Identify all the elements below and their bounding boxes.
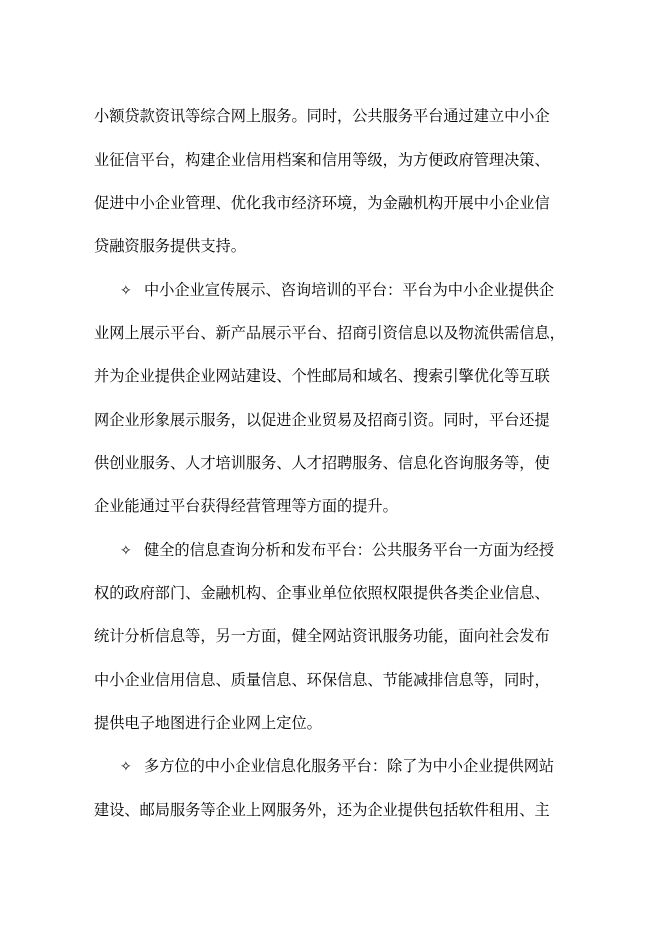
- paragraph-1-line-3: 促进中小企业管理、优化我市经济环境，为金融机构开展中小企业信: [94, 194, 550, 212]
- paragraph-2-line-2: 业网上展示平台、新产品展示平台、招商引资信息以及物流供需信息，: [94, 324, 565, 342]
- paragraph-2-line-4: 网企业形象展示服务，以促进企业贸易及招商引资。同时，平台还提: [94, 411, 550, 429]
- paragraph-3-line-4: 中小企业信用信息、质量信息、环保信息、节能减排信息等，同时，: [94, 671, 550, 689]
- diamond-bullet-icon: ✧: [120, 759, 132, 775]
- paragraph-1-line-4: 贷融资服务提供支持。: [94, 237, 246, 255]
- paragraph-3-line-3: 统计分析信息等，另一方面，健全网站资讯服务功能，面向社会发布: [94, 627, 550, 645]
- paragraph-2-line-5: 供创业服务、人才培训服务、人才招聘服务、信息化咨询服务等，使: [94, 454, 550, 472]
- paragraph-1-line-1: 小额贷款资讯等综合网上服务。同时，公共服务平台通过建立中小企: [94, 107, 550, 125]
- paragraph-2-line-6: 企业能通过平台获得经营管理等方面的提升。: [94, 497, 398, 515]
- diamond-bullet-icon: ✧: [120, 283, 132, 299]
- paragraph-2-line-3: 并为企业提供企业网站建设、个性邮局和域名、搜索引擎优化等互联: [94, 367, 550, 385]
- paragraph-3-line-2: 权的政府部门、金融机构、企事业单位依照权限提供各类企业信息、: [94, 584, 550, 602]
- paragraph-4-line-2: 建设、邮局服务等企业上网服务外，还为企业提供包括软件租用、主: [94, 801, 550, 819]
- diamond-bullet-icon: ✧: [120, 543, 132, 559]
- paragraph-3-line-5: 提供电子地图进行企业网上定位。: [94, 714, 322, 732]
- paragraph-4-line-1: [120, 754, 574, 778]
- paragraph-4-line-1-text: 多方位的中小企业信息化服务平台：除了为中小企业提供网站: [144, 757, 555, 775]
- paragraph-2-line-1-text: 中小企业宣传展示、咨询培训的平台：平台为中小企业提供企: [144, 281, 555, 299]
- paragraph-3-line-1-text: 健全的信息查询分析和发布平台：公共服务平台一方面为经授: [144, 541, 555, 559]
- paragraph-3-line-1: [120, 538, 574, 562]
- paragraph-1-line-2: 业征信平台，构建企业信用档案和信用等级，为方便政府管理决策、: [94, 151, 550, 169]
- paragraph-2-line-1: [120, 278, 574, 302]
